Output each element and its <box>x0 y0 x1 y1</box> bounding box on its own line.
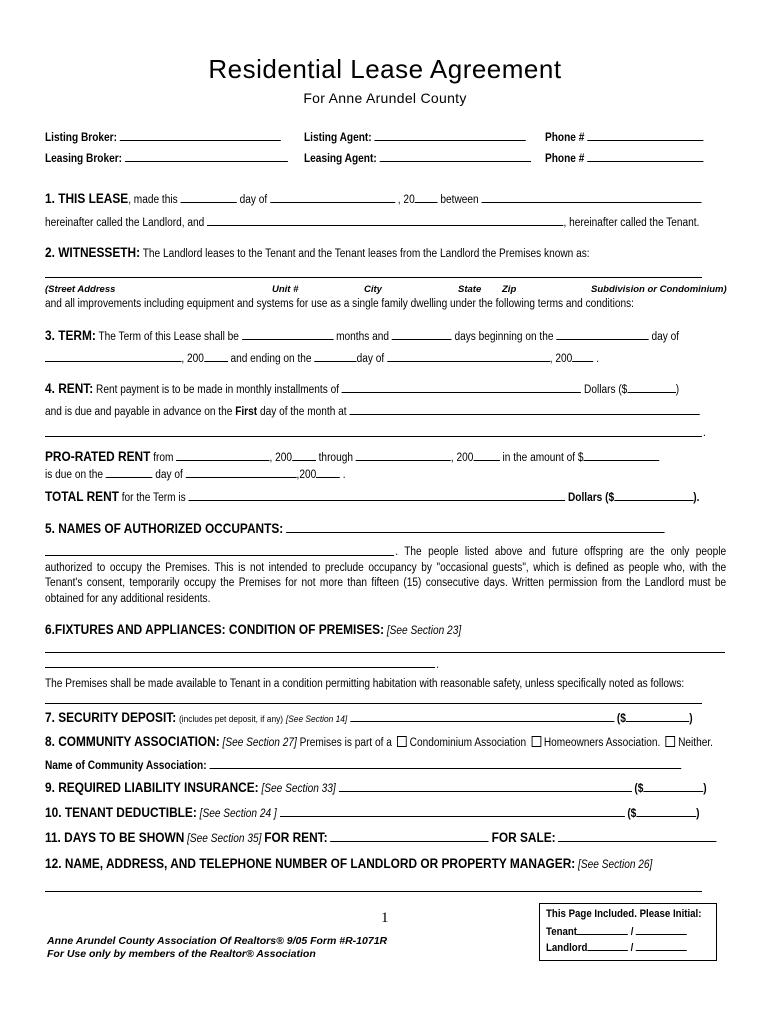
col-subdivision: Subdivision or Condominium) <box>591 284 727 295</box>
payment-location-field[interactable] <box>349 404 699 415</box>
section-8-see: [See Section 27] <box>222 737 297 749</box>
community-name-field[interactable] <box>209 758 681 769</box>
section-3-row <box>45 329 679 344</box>
listing-phone-row <box>545 130 703 145</box>
year-label: , 20 <box>397 194 415 206</box>
landlord-and-label: hereinafter called the Landlord, and <box>45 217 205 229</box>
term-start-month-field[interactable] <box>45 351 181 362</box>
leasing-broker-row <box>45 151 288 166</box>
section-1-row-2 <box>45 215 699 230</box>
landlord-initials-slash: / <box>630 942 634 954</box>
rent-amount-field[interactable] <box>627 382 675 393</box>
listing-broker-field[interactable] <box>120 130 281 141</box>
section-9-row <box>45 781 707 796</box>
neither-checkbox[interactable] <box>666 736 676 747</box>
prorated-through-field[interactable] <box>356 450 451 461</box>
term-end-year-field[interactable] <box>572 351 593 362</box>
premises-address-line[interactable] <box>45 277 702 278</box>
section-8-heading: 8. COMMUNITY ASSOCIATION: <box>45 734 220 749</box>
occupants-field[interactable] <box>286 522 664 533</box>
homeowners-label: Homeowners Association. <box>543 737 661 749</box>
prorated-from-label: from <box>153 452 174 464</box>
insurance-close: ) <box>703 783 707 795</box>
rent-text: Rent payment is to be made in monthly installments of <box>96 384 340 396</box>
made-this-label: , made this <box>128 194 178 206</box>
section-6-row <box>45 623 461 638</box>
landlord-initials-field-1[interactable] <box>587 940 627 951</box>
insurance-amount-field[interactable] <box>643 781 703 792</box>
lease-day-field[interactable] <box>181 192 237 203</box>
listing-broker-label: Listing Broker: <box>45 132 117 144</box>
col-city: City <box>364 284 382 295</box>
landlord-name-field[interactable] <box>481 192 701 203</box>
section-11-see: [See Section 35] <box>187 833 262 845</box>
leasing-agent-label: Leasing Agent: <box>304 153 377 165</box>
prorated-through-year-field[interactable] <box>473 450 499 461</box>
section-2-heading: 2. WITNESSETH: <box>45 245 141 260</box>
landlord-initials-row <box>546 940 687 954</box>
col-unit: Unit # <box>272 284 299 295</box>
condominium-label: Condominium Association <box>409 737 527 749</box>
section-12-heading: 12. NAME, ADDRESS, AND TELEPHONE NUMBER OF LANDLORD OR PROPERTY MANAGER: <box>45 856 576 871</box>
section-2-row <box>45 246 590 261</box>
total-rent-amount-field[interactable] <box>614 490 693 501</box>
tenant-name-field[interactable] <box>207 215 563 226</box>
total-rent-row <box>45 490 699 505</box>
term-period: . <box>596 353 600 365</box>
fixtures-line-2[interactable] <box>45 667 435 668</box>
total-rent-words-field[interactable] <box>188 490 565 501</box>
security-close: ) <box>689 713 693 725</box>
leasing-agent-row <box>304 151 531 166</box>
first-label: First <box>235 406 258 418</box>
prorated-period: . <box>342 469 346 481</box>
section-1-heading: 1. THIS LEASE <box>45 191 129 206</box>
neither-label: Neither. <box>678 737 713 749</box>
listing-broker-row <box>45 130 281 145</box>
term-start-day-field[interactable] <box>556 329 648 340</box>
listing-agent-field[interactable] <box>374 130 525 141</box>
for-rent-label: FOR RENT: <box>264 830 328 845</box>
condition-notes-line[interactable] <box>45 703 702 704</box>
witnesseth-text: The Landlord leases to the Tenant and the Tenant leases from the Landlord the Premises known as: <box>142 248 590 260</box>
rent-dollars-label: Dollars ($ <box>584 384 628 396</box>
term-year-label-2: , 200 <box>549 353 573 365</box>
condition-text: The Premises shall be made available to Tenant in a condition permitting habitation with reasonable safety, unless specifically noted as follows: <box>45 678 685 690</box>
term-start-year-field[interactable] <box>204 351 228 362</box>
section-9-see: [See Section 33] <box>261 783 336 795</box>
community-name-row <box>45 758 681 773</box>
initials-title: This Page Included. Please Initial: <box>546 908 702 920</box>
section-3-heading: 3. TERM: <box>45 328 96 343</box>
prorated-amount-field[interactable] <box>584 450 660 461</box>
section-10-see: [See Section 24 ] <box>199 808 277 820</box>
community-text: Premises is part of a <box>299 737 392 749</box>
deductible-words-field[interactable] <box>280 806 625 817</box>
insurance-words-field[interactable] <box>339 781 632 792</box>
page-subtitle: For Anne Arundel County <box>303 90 467 106</box>
leasing-broker-field[interactable] <box>125 151 288 162</box>
listing-agent-row <box>304 130 526 145</box>
deductible-dollar-label: ($ <box>627 808 637 820</box>
section-1-row <box>45 192 701 207</box>
section-11-heading: 11. DAYS TO BE SHOWN <box>45 830 185 845</box>
homeowners-checkbox[interactable] <box>532 736 542 747</box>
months-and-label: months and <box>336 331 389 343</box>
section-4-row <box>45 382 679 397</box>
section-8-row <box>45 735 713 750</box>
leasing-agent-field[interactable] <box>380 151 531 162</box>
total-rent-heading: TOTAL RENT <box>45 489 119 504</box>
leasing-phone-field[interactable] <box>587 151 703 162</box>
term-day-of-label-2: day of <box>356 353 385 365</box>
section-12-see: [See Section 26] <box>578 859 653 871</box>
page-number: 1 <box>381 910 389 926</box>
col-zip: Zip <box>502 284 517 295</box>
section-10-heading: 10. TENANT DEDUCTIBLE: <box>45 805 197 820</box>
fixtures-line-1[interactable] <box>45 652 725 653</box>
prorated-heading: PRO-RATED RENT <box>45 449 151 464</box>
lease-year-field[interactable] <box>415 192 438 203</box>
section-6-heading: 6.FIXTURES AND APPLIANCES: CONDITION OF PREMISES: <box>45 622 385 637</box>
condominium-checkbox[interactable] <box>397 736 407 747</box>
section-4-row-2 <box>45 404 700 419</box>
term-year-label: , 200 <box>181 353 204 365</box>
page-title: Residential Lease Agreement <box>208 54 562 84</box>
section-10-row <box>45 806 700 821</box>
section-12-row <box>45 857 652 872</box>
section-3-row-2 <box>45 351 599 366</box>
rent-close: ) <box>675 384 680 396</box>
section-6-see: [See Section 23] <box>386 625 462 637</box>
listing-agent-label: Listing Agent: <box>304 132 372 144</box>
tenant-initials-slash: / <box>630 926 634 938</box>
payment-location-line-2[interactable] <box>45 436 702 437</box>
security-dollar-label: ($ <box>616 713 626 725</box>
leasing-broker-label: Leasing Broker: <box>45 153 123 165</box>
total-dollars-label: Dollars ($ <box>567 492 615 504</box>
section-4-heading: 4. RENT: <box>45 381 94 396</box>
section-7-see: [See Section 14] <box>285 714 348 725</box>
prorated-due-day-field[interactable] <box>106 467 153 478</box>
ending-label: and ending on the <box>230 353 312 365</box>
for-sale-label: FOR SALE: <box>491 830 556 845</box>
tenant-label: , hereinafter called the Tenant. <box>563 217 700 229</box>
listing-phone-field[interactable] <box>587 130 703 141</box>
rent-amount-words-field[interactable] <box>342 382 581 393</box>
prorated-day-of-label: day of <box>155 469 183 481</box>
term-end-day-field[interactable] <box>314 351 356 362</box>
col-state: State <box>458 284 482 295</box>
prorated-due-year-field[interactable] <box>316 467 340 478</box>
total-close: ). <box>693 492 700 504</box>
prorated-due-label: is due on the <box>45 469 103 481</box>
payable-pre-text: and is due and payable in advance on the <box>45 406 233 418</box>
prorated-due-month-field[interactable] <box>186 467 297 478</box>
tenant-initials-row <box>546 924 687 938</box>
section-7-heading: 7. SECURITY DEPOSIT: <box>45 710 177 725</box>
day-of-label: day of <box>239 194 268 206</box>
deductible-close: ) <box>696 808 700 820</box>
payable-post-text: day of the month at <box>259 406 347 418</box>
for-sale-days-field[interactable] <box>558 831 716 842</box>
prorated-amount-label: in the amount of $ <box>502 452 584 464</box>
section-5-row <box>45 522 664 537</box>
landlord-info-line[interactable] <box>45 891 702 892</box>
security-deposit-amount-field[interactable] <box>626 711 689 722</box>
between-label: between <box>440 194 479 206</box>
prorated-from-field[interactable] <box>176 450 269 461</box>
term-text: The Term of this Lease shall be <box>98 331 239 343</box>
prorated-from-year-field[interactable] <box>292 450 316 461</box>
deductible-amount-field[interactable] <box>636 806 696 817</box>
prorated-row-2 <box>45 467 346 482</box>
tenant-initials-field-1[interactable] <box>577 924 628 935</box>
tenant-initials-label: Tenant <box>546 926 578 938</box>
prorated-year-label-2: , 200 <box>450 452 474 464</box>
prorated-year-label: , 200 <box>269 452 293 464</box>
section-11-row <box>45 831 717 846</box>
lease-month-field[interactable] <box>270 192 395 203</box>
prorated-row <box>45 450 659 465</box>
listing-phone-label: Phone # <box>545 132 585 144</box>
col-street: (Street Address <box>45 284 116 295</box>
section-7-row <box>45 711 693 727</box>
term-day-of-label: day of <box>651 331 680 343</box>
occupants-text: . The people listed above and future offspring are the only people authorized to occupy the Premises. This is not intended to preclude occupancy by "occasional guests", which is defined as people who, with the Tenant's consent, temporarily occupy the Premises for not more than fifteen (15) consecutive days. Written permission from the Landlord must be obtained for any additional residents. <box>45 546 727 605</box>
term-end-month-field[interactable] <box>387 351 550 362</box>
footer-line-2: For Use only by members of the Realtor® Association <box>47 948 316 960</box>
insurance-dollar-label: ($ <box>634 783 644 795</box>
security-note: (includes pet deposit, if any) <box>178 714 284 725</box>
tenant-initials-field-2[interactable] <box>636 924 687 935</box>
leasing-phone-row <box>545 151 703 166</box>
total-rent-text: for the Term is <box>121 492 186 504</box>
for-rent-days-field[interactable] <box>330 831 488 842</box>
community-name-label: Name of Community Association: <box>45 760 207 772</box>
leasing-phone-label: Phone # <box>545 153 585 165</box>
term-days-field[interactable] <box>392 329 452 340</box>
footer-line-1: Anne Arundel County Association Of Realtors® 9/05 Form #R-1071R <box>47 935 388 947</box>
prorated-year-label-3: ,200 <box>296 469 317 481</box>
improvements-text: and all improvements including equipment and systems for use as a single family dwelling under the following terms and conditions: <box>45 298 634 310</box>
section-9-heading: 9. REQUIRED LIABILITY INSURANCE: <box>45 780 259 795</box>
section-5-heading: 5. NAMES OF AUTHORIZED OCCUPANTS: <box>45 521 284 536</box>
landlord-initials-field-2[interactable] <box>636 940 687 951</box>
security-deposit-words-field[interactable] <box>350 711 614 722</box>
prorated-through-label: through <box>318 452 353 464</box>
initials-box <box>539 903 717 961</box>
fixtures-period: . <box>436 659 439 671</box>
payment-location-period: . <box>703 427 706 439</box>
days-beginning-label: days beginning on the <box>454 331 554 343</box>
term-months-field[interactable] <box>242 329 334 340</box>
landlord-initials-label: Landlord <box>546 942 588 954</box>
